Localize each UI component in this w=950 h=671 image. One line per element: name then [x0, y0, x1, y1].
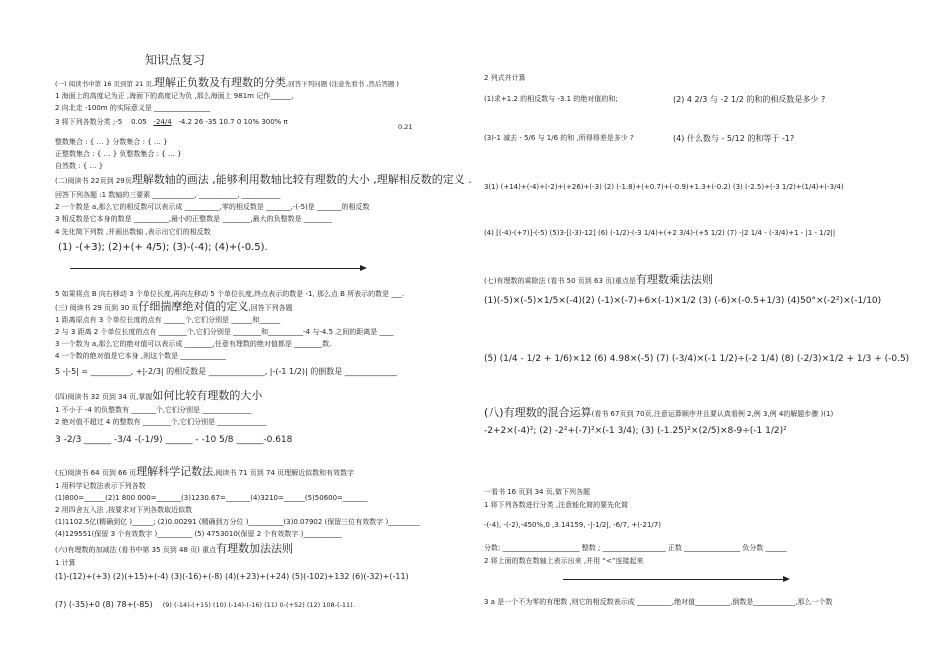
s3-q1: 1 距离原点有 3 个单位长度的点有 ______个,它们分别是 ______和______ — [55, 316, 281, 324]
s6-row1: (1)-(12)+(+3) (2)(+15)+(-4) (3)(-16)+(-8) (4)(+23)+(+24) (5)(-102)+132 (6)(-32)+(-11) — [55, 572, 409, 581]
final-nums: -(-4), -(-2),-450%,0 ,3.14159, -|-1/2|, -6/7, +(-21/7) — [484, 521, 661, 529]
s1-q3: 3 将下列各数分类 ;-5 0.05 -24/4 -4.2 26 -35 10.7 0 10% 300% π — [55, 118, 288, 126]
s2-q4: 4 先化简下列数 ,并画出数轴 ,表示出它们的相反数 — [55, 228, 211, 236]
section-8-head: (八)有理数的混合运算(看书 67页到 70页,注意运算顺序并且要认真看例 2,例 3,例 4的解题步骤 )(1) — [484, 406, 834, 419]
number-line-1 — [70, 268, 362, 269]
s5-q2-a: (1)1102.5亿(精确到亿 )______; (2)0.00291 (精确到万分位 )__________(3)0.07902 (保留三位有效数字 )_________ — [55, 518, 420, 526]
s3-q3: 3 一个数为 a,那么它的绝对值可以表示成 ________,任意有理数的绝对值都是 ________数. — [55, 340, 332, 348]
p2-head: 2 列式并计算 — [484, 74, 526, 82]
s1-sets1: 整数集合 : { … } 分数集合 : { … } — [55, 138, 168, 146]
s8-row1: -2+2×(-4)²; (2) -2²+(-7)²×(-1 3/4); (3) (-1.25)²×(2/5)×8-9÷(-1 1/2)² — [484, 426, 787, 436]
final-head: 一看书 16 页到 34 页,做下列各题 — [484, 488, 590, 496]
final-q1: 1 将下列各数进行分类 ,注意能化简的要先化简 — [484, 501, 629, 509]
s6-row2: (7) (-35)+0 (8) 78+(-85) (9) (-14)-(+15) (10) (-14)-(-16) (11) 0-(+52) (12) 108-(-11). — [55, 600, 355, 609]
p2-row1: 3(1) (+14)+(-4)+(-2)+(+26)+(-3) (2) (-1.8)+(+0.7)+(-0.9)+1.3+(-0.2) (3) (-2.5)+(-3 1/2)+(1/4)+(-3/4) — [484, 183, 844, 191]
s1-q2: 2 向北走 -100m 的实际意义是 ________________ — [55, 104, 211, 112]
s1-sets2: 正整数集合 : { … } 负整数集合 : { … } — [55, 150, 182, 158]
p2-q3: (3)-1 减去 - 5/6 与 1/6 的和 ,所得得差是多少 ? — [484, 134, 634, 142]
s4-compare: 3 -2/3 ______ -3/4 -(-1/9) ______ - -10 5/8 ______-0.618 — [55, 435, 293, 445]
s5-q2-b: (4)129551(保留 3 个有效数字 )__________ (5) 4753010(保留 2 个有效数字 )___________ — [55, 530, 342, 538]
s3-q5: 5 -|-5| = __________, +|-2/3| 的相反数是 ______________, |-(-1 1/2)| 的倒数是 _____________ — [55, 367, 397, 376]
s4-q2: 2 绝对值不超过 4 的整数有 ________个,它们分别是 ______________ — [55, 418, 267, 426]
s1-q3-repeating: 0.21̇ — [398, 123, 413, 131]
s2-q3: 3 相反数是它本身的数是 __________,最小的正整数是 ________,最大的负整数是 ________ — [55, 215, 332, 223]
s1-q1: 1 海面上的高度记为正 ,海面下的高度记为负 ,那么海面上 981m 记作______, — [55, 92, 294, 100]
final-q3: 3 a 是一个不为零的有理数 ,则它的相反数表示成 __________,绝对值__________,倒数是____________,那么一个数 — [484, 598, 833, 606]
s1-sets3: 自然数 : { … } — [55, 162, 104, 170]
s2-q2: 2 一个数是 a,那么它的相反数可以表示成 __________,零的相反数是 _______,-(-5)是 _______的相反数 — [55, 203, 370, 211]
s3-q4: 4 一个数的绝对值是它本身 ,则这个数是 _____________ — [55, 352, 226, 360]
s5-q1: 1 用科学记数法表示下列各数 — [55, 482, 146, 490]
s7-row1: (1)(-5)×(-5)×1/5×(-4)(2) (-1)×(-7)+6×(-1)×1/2 (3) (-6)×(-0.5+1/3) (4)50°×(-2²)×(-1/10) — [484, 296, 882, 306]
s2-exprs: (1) -(+3); (2)+(+ 4/5); (3)-(-4); (4)+(-0.5). — [58, 242, 268, 253]
s3-q2: 2 与 3 距离 2 个单位长度的点有 ________个,它们分别是 ________和__________-4 与-4.5 之间的距离是 ____ — [55, 328, 394, 336]
s5-q2: 2 用四舍五入法 ,按要求对下列各数取近似数 — [55, 506, 193, 514]
p2-q2: (2) 4 2/3 与 -2 1/2 的和的相反数是多少 ? — [673, 95, 826, 104]
section-2-head: (二)阅读书 22页到 29页理解数轴的画法 ,能够利用数轴比较有理数的大小 ,理解相反数的定义 . — [55, 173, 472, 186]
s2-q5: 5 如果将点 B 向右移动 3 个单位长度,再向左移动 5 个单位长度,终点表示的数是 -1, 那么点 B 所表示的数是 ___. — [55, 290, 405, 298]
section-6-head: (六)有理数的加减法 (看书中第 35 页到 48 页) 重点有理数加法法则 — [55, 542, 294, 555]
section-7-head: (七)有理数的乘除法 (看书 50 页到 63 页)重点是有理数乘法法则 — [484, 273, 713, 286]
section-3-head: (三) 阅读书 29 页到 30 页仔细揣摩绝对值的定义,回答下列各题 — [55, 300, 293, 313]
section-4-head: (四)阅读书 32 页到 34 页,掌握如何比较有理数的大小 — [55, 389, 263, 402]
p2-row2: (4) [(-4)-(+7)]-(-5) (5)3-[(-3)-12] (6) (-1/2)-(-3 1/4)+(+2 3/4)-(+5 1/2) (7) -|2 1/4 - (-3/4)+1 - |1 - 1/2|| — [484, 229, 836, 237]
final-categories: 分数: ______________________ 整数 ; __________________ 正数 ________________ 负分数 ______ — [484, 544, 787, 552]
s2-sub: 回答下列各题 :1 数轴的三要素 ____________, ___________, ___________ — [55, 191, 281, 199]
s4-q1: 1 不小于 -4 的负整数有 _______个,它们分别是 ______________ — [55, 406, 252, 414]
number-line-2 — [563, 579, 785, 580]
p2-q1: (1)求+1.2 的相反数与 -3.1 的绝对值的和; — [484, 95, 618, 103]
page-title: 知识点复习 — [145, 53, 206, 67]
s6-calc: 1 计算 — [55, 559, 76, 567]
s5-q1-items: (1)800=______(2)1 800 000=_______(3)1230.67=_______(4)3210=______(5)50600=_______ — [55, 494, 368, 502]
section-5-head: (五)阅读书 64 页到 66 页理解科学记数法,阅读书 71 页到 74 页理解近似数和有效数字 — [55, 465, 355, 478]
final-q2: 2 将上面的数在数轴上表示出来 ,并用 “<”连接起来 — [484, 557, 644, 565]
s7-row2: (5) (1/4 - 1/2 + 1/6)×12 (6) 4.98×(-5) (7) (-3/4)×(-1 1/2)÷(-2 1/4) (8) (-2/3)×1/2 + 1/3 + (-0.5) — [484, 354, 910, 364]
section-1-head: (一) 阅读书中第 16 页到第 21 页,理解正负数及有理数的分类,回答下列问题 (注意先看书 ,然后答题 ) — [55, 76, 399, 89]
p2-q4: (4) 什么数与 - 5/12 的和等于 -1? — [673, 134, 795, 143]
